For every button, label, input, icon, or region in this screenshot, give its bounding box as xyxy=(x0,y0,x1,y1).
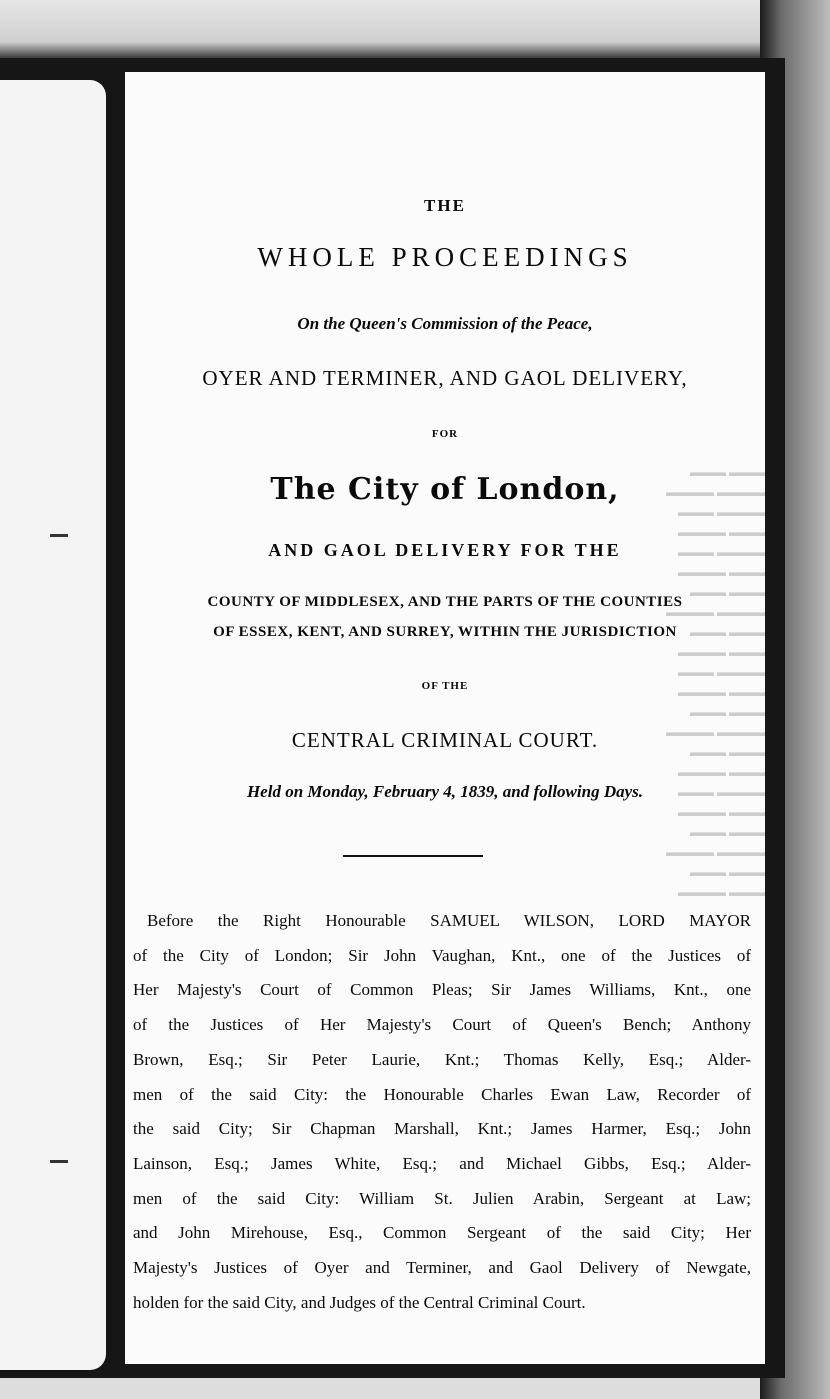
county-line-1: COUNTY OF MIDDLESEX, AND THE PARTS OF THE COUNTIES xyxy=(207,594,683,610)
title-page xyxy=(125,72,765,1364)
gaol-delivery-line: AND GAOL DELIVERY FOR THE xyxy=(268,540,622,560)
title-heading: WHOLE PROCEEDINGS xyxy=(257,242,633,272)
paragraph-line: the said City; Sir Chapman Marshall, Knt.; James Harmer, Esq.; John xyxy=(133,1119,751,1139)
paragraph-line: men of the said City: William St. Julien Arabin, Sergeant at Law; xyxy=(133,1188,751,1208)
city-of-london-blackletter: The City of London, xyxy=(270,472,620,507)
paragraph-line: and John Mirehouse, Esq., Common Sergeant of the said City; Her xyxy=(133,1223,751,1243)
paragraph-line: Her Majesty's Court of Common Pleas; Sir James Williams, Knt., one xyxy=(133,980,751,1000)
page-mark xyxy=(50,534,68,537)
title-the: THE xyxy=(424,196,466,215)
oyer-terminer-line: OYER AND TERMINER, AND GAOL DELIVERY, xyxy=(202,366,688,390)
scan-background-top xyxy=(0,0,830,60)
paragraph-line: holden for the said City, and Judges of the Central Criminal Court. xyxy=(133,1292,586,1312)
for-line: FOR xyxy=(431,428,459,440)
county-line-2: OF ESSEX, KENT, AND SURREY, WITHIN THE JURISDICTION xyxy=(213,624,677,640)
court-name: CENTRAL CRIMINAL COURT. xyxy=(291,728,599,752)
divider-rule xyxy=(343,855,483,857)
session-date-line: Held on Monday, February 4, 1839, and following Days. xyxy=(246,782,644,801)
paragraph-line: Majesty's Justices of Oyer and Terminer, and Gaol Delivery of Newgate, xyxy=(133,1258,751,1278)
page-mark xyxy=(50,1160,68,1163)
show-through-text: ▬▬▬ ▬▬▬ ▬▬▬▬ ▬▬▬▬ ▬▬▬ ▬▬▬▬ ▬▬▬▬ ▬▬▬ ▬▬▬ ▬▬▬▬ ▬▬▬▬ ▬▬▬ ▬▬▬ ▬▬▬ ▬▬▬▬ ▬▬▬▬ ▬▬▬ ▬▬▬ ▬▬▬▬ ▬▬▬ ▬▬▬ ▬▬▬▬ ▬▬▬▬ ▬▬▬ ▬▬▬ ▬▬▬ ▬▬▬▬ ▬▬▬▬ ▬▬▬ ▬▬▬ ▬▬▬▬ ▬▬▬ ▬▬▬ ▬▬▬▬ ▬▬▬▬ ▬▬▬ ▬▬▬ ▬▬▬ ▬▬▬▬ ▬▬▬▬ ▬▬▬ ▬▬▬ ▬▬▬▬ ▬▬▬ xyxy=(666,465,765,899)
paragraph-line: Brown, Esq.; Sir Peter Laurie, Knt.; Thomas Kelly, Esq.; Alder- xyxy=(133,1049,751,1069)
left-facing-page xyxy=(0,80,106,1370)
paragraph-line: Lainson, Esq.; James White, Esq.; and Michael Gibbs, Esq.; Alder- xyxy=(133,1153,751,1173)
judges-paragraph xyxy=(133,904,751,1320)
of-the-line: OF THE xyxy=(421,680,469,692)
paragraph-line: Before the Right Honourable SAMUEL WILSON, LORD MAYOR xyxy=(147,911,751,930)
commission-line: On the Queen's Commission of the Peace, xyxy=(297,314,593,333)
paragraph-line: of the City of London; Sir John Vaughan, Knt., one of the Justices of xyxy=(133,945,751,965)
paragraph-line: men of the said City: the Honourable Charles Ewan Law, Recorder of xyxy=(133,1084,751,1104)
paragraph-line: of the Justices of Her Majesty's Court of Queen's Bench; Anthony xyxy=(133,1015,751,1035)
